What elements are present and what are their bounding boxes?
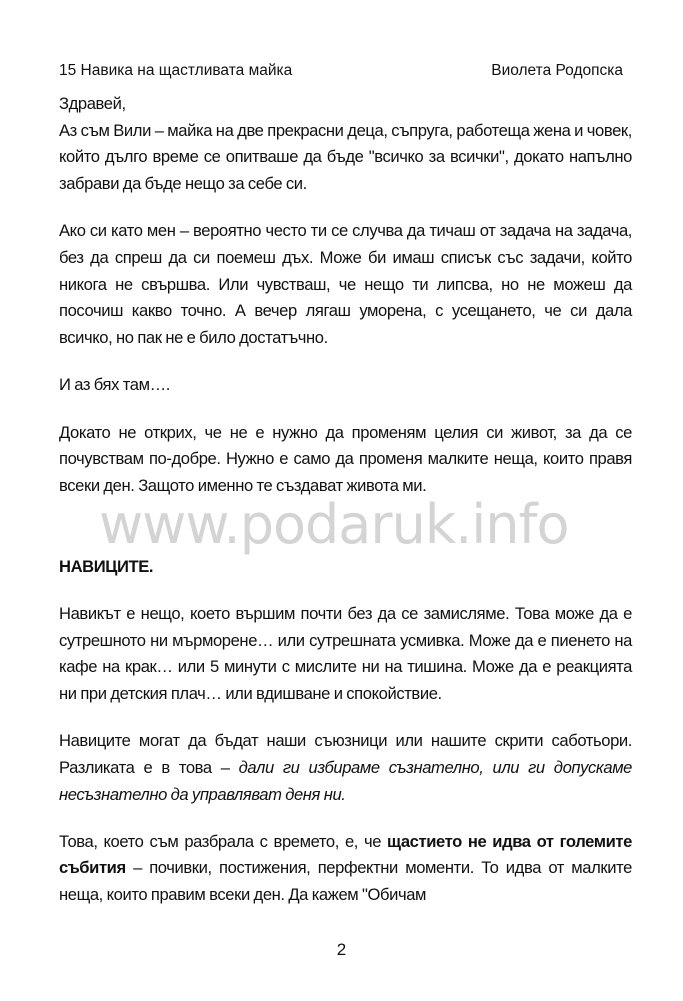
greeting: Здравей, — [59, 94, 126, 113]
paragraph-text: Навиците могат да бъдат наши съюзници или нашите скрити саботьори. Разликата е в това – — [59, 731, 632, 777]
section-heading: НАВИЦИТЕ. — [59, 556, 154, 576]
paragraph-intro: Аз съм Вили – майка на две прекрасни деца, съпруга, работеща жена и човек, който дълго време се опитваше да бъде "всичко за всички", докато напълно забрави да бъде нещо за себе си. — [59, 120, 632, 194]
bold-emphasis: щастието не идва от големите събития — [59, 831, 632, 878]
paragraph-allies-saboteurs — [59, 728, 632, 808]
paragraph-text-end: – почивки, постижения, перфектни моменти. То идва от малките неща, които правим всеки ден. Да кажем "Обичам — [59, 858, 632, 905]
paragraph-discovery: Докато не открих, че не е нужно да променям целия си живот, за да се почувствам по-добре. Нужно е само да променя малките неща, които правя всеки ден. Защото именно те създават живота ми. — [59, 422, 632, 495]
watermark: www.podaruk.info — [99, 492, 569, 556]
header-author: Виолета Родопска — [491, 62, 623, 79]
page-header — [59, 61, 623, 83]
paragraph-i-was-there: И аз бях там…. — [59, 375, 170, 395]
paragraph-happiness — [59, 829, 632, 909]
page-body — [59, 91, 632, 909]
italic-emphasis: дали ги избираме съзнателно, или ги допускаме несъзнателно да управляват деня ни. — [59, 757, 632, 804]
page-number: 2 — [336, 939, 347, 959]
header-book-title: 15 Навика на щастливата майка — [59, 62, 293, 79]
paragraph-habit-definition: Навикът е нещо, което вършим почти без да се замисляме. Това може да е сутрешното ни мърморене… или сутрешната усмивка. Може да е пиенето на кафе на крак… или 5 минути с мислите ни на тишина. Може да е реакцията ни при детския плач… или вдишване и спокойствие. — [59, 603, 632, 703]
paragraph-text-start: Това, което съм разбрала с времето, е, че — [59, 831, 388, 851]
paragraph-like-me: Ако си като мен – вероятно често ти се случва да тичаш от задача на задача, без да спреш да си поемеш дъх. Може би имаш списък със задачи, който никога не свършва. Или чувстваш, че нещо ти липсва, но не можеш да посочиш какво точно. А вечер лягаш уморена, с усещането, че си дала всичко, но пак не е било достатъчно. — [59, 221, 632, 348]
